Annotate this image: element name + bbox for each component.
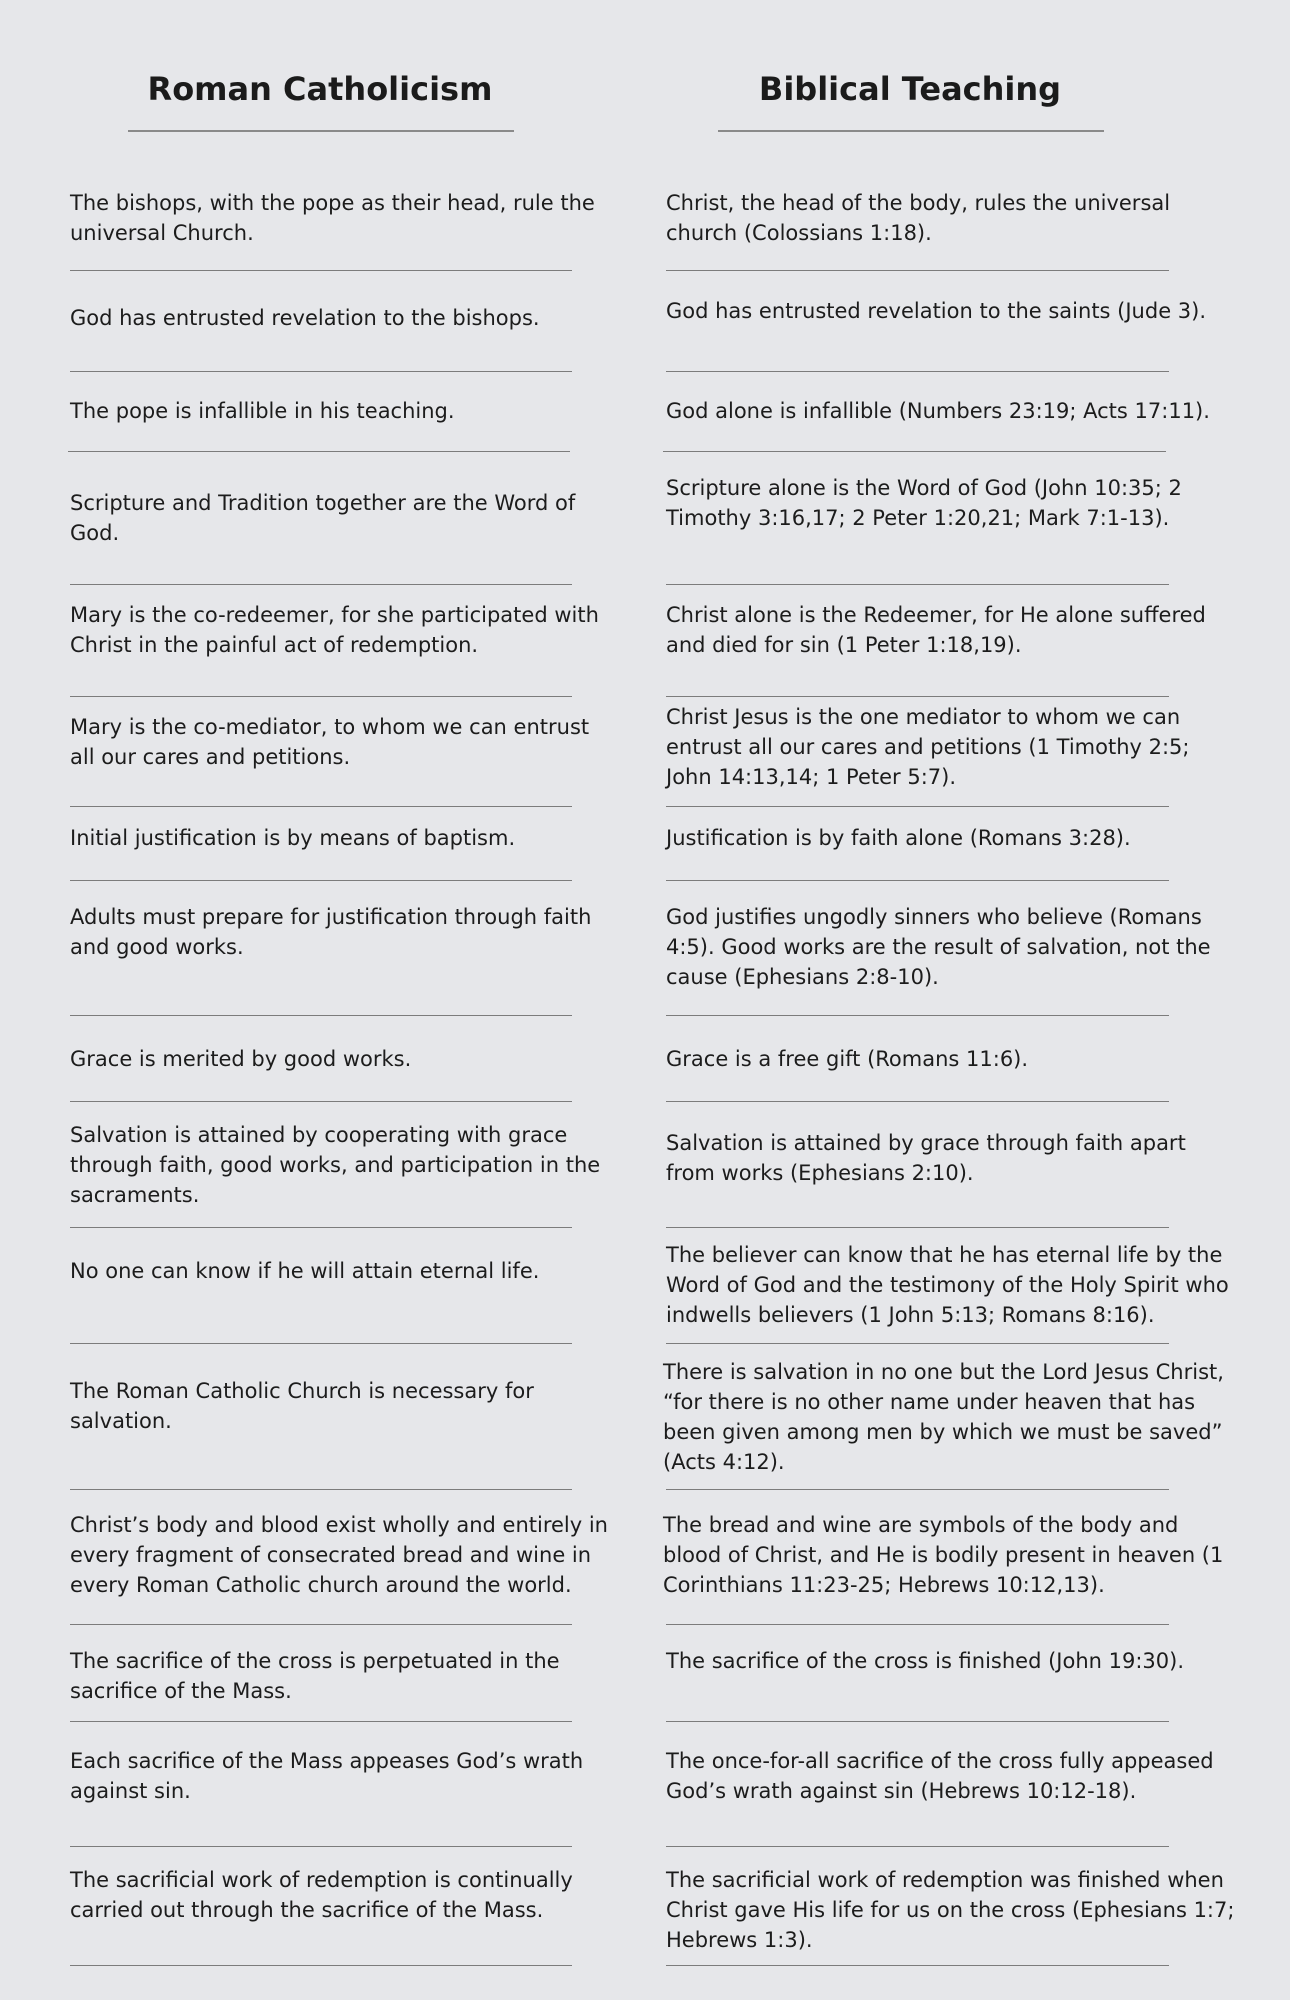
row-divider [666, 584, 1169, 585]
catholic-claim: Christ’s body and blood exist wholly and entirely in every fragment of consecrated bread and wine in every Roman Catholic church around the world. [70, 1513, 608, 1597]
row-divider [70, 696, 572, 697]
biblical-response: Grace is a free gift (Romans 11:6). [666, 1047, 1029, 1071]
biblical-response: Salvation is attained by grace through faith apart from works (Ephesians 2:10). [666, 1131, 1186, 1185]
catholic-claim: Scripture and Tradition together are the Word of God. [70, 491, 576, 545]
heading-biblical-teaching: Biblical Teaching [758, 70, 1062, 108]
catholic-claim: The bishops, with the pope as their head, rule the universal Church. [70, 191, 595, 245]
biblical-response: God alone is infallible (Numbers 23:19; Acts 17:11). [666, 399, 1210, 423]
row-divider [70, 1101, 572, 1102]
row-divider [70, 584, 572, 585]
biblical-response: God justifies ungodly sinners who believe (Romans 4:5). Good works are the result of salvation, not the cause (Ephesians 2:8-10). [666, 905, 1211, 989]
row-divider [663, 451, 1166, 452]
row-divider [70, 1965, 572, 1966]
row-divider [70, 1343, 572, 1344]
row-divider [666, 806, 1169, 807]
heading-underline-left [128, 130, 514, 132]
biblical-response: The sacrificial work of redemption was finished when Christ gave His life for us on the cross (Ephesians 1:7; Hebrews 1:3). [666, 1868, 1235, 1952]
row-divider [666, 880, 1169, 881]
biblical-response: God has entrusted revelation to the saints (Jude 3). [666, 299, 1207, 323]
catholic-claim: God has entrusted revelation to the bishops. [70, 306, 540, 330]
row-divider [666, 270, 1169, 271]
row-divider [70, 1015, 572, 1016]
row-divider [666, 1624, 1169, 1625]
row-divider [70, 270, 572, 271]
biblical-response: The sacrifice of the cross is finished (John 19:30). [666, 1649, 1185, 1673]
row-divider [666, 1015, 1169, 1016]
biblical-response: The believer can know that he has eternal life by the Word of God and the testimony of the Holy Spirit who indwells believers (1 John 5:13; Romans 8:16). [666, 1243, 1229, 1327]
biblical-response: There is salvation in no one but the Lord Jesus Christ, “for there is no other name under heaven that has been given among men by which we must be saved” (Acts 4:12). [663, 1360, 1224, 1474]
row-divider [70, 1721, 572, 1722]
row-divider [666, 1846, 1169, 1847]
row-divider [666, 1965, 1169, 1966]
catholic-claim: Initial justification is by means of baptism. [70, 826, 516, 850]
heading-roman-catholicism: Roman Catholicism [147, 70, 493, 108]
catholic-claim: The sacrifice of the cross is perpetuated in the sacrifice of the Mass. [70, 1649, 560, 1703]
catholic-claim: No one can know if he will attain eternal life. [70, 1259, 540, 1283]
row-divider [666, 1227, 1169, 1228]
row-divider [70, 371, 572, 372]
catholic-claim: The Roman Catholic Church is necessary for salvation. [70, 1379, 534, 1433]
biblical-response: Justification is by faith alone (Romans 3:28). [666, 826, 1131, 850]
biblical-response: Scripture alone is the Word of God (John 10:35; 2 Timothy 3:16,17; 2 Peter 1:20,21; Mark 7:1-13). [666, 476, 1182, 530]
catholic-claim: The pope is infallible in his teaching. [70, 399, 455, 423]
row-divider [666, 371, 1169, 372]
row-divider [666, 1101, 1169, 1102]
row-divider [70, 806, 572, 807]
biblical-response: Christ alone is the Redeemer, for He alone suffered and died for sin (1 Peter 1:18,19). [666, 603, 1206, 657]
catholic-claim: Each sacrifice of the Mass appeases God’s wrath against sin. [70, 1749, 584, 1803]
row-divider [666, 1721, 1169, 1722]
biblical-response: The bread and wine are symbols of the body and blood of Christ, and He is bodily present in heaven (1 Corinthians 11:23-25; Hebrews 10:12,13). [663, 1513, 1224, 1597]
row-divider [666, 1489, 1169, 1490]
catholic-claim: Grace is merited by good works. [70, 1047, 412, 1071]
row-divider [70, 1489, 572, 1490]
biblical-response: Christ, the head of the body, rules the universal church (Colossians 1:18). [666, 191, 1171, 245]
row-divider [70, 1227, 572, 1228]
row-divider [666, 1343, 1169, 1344]
catholic-claim: The sacrificial work of redemption is continually carried out through the sacrifice of the Mass. [70, 1868, 573, 1922]
biblical-response: The once-for-all sacrifice of the cross fully appeased God’s wrath against sin (Hebrews 10:12-18). [666, 1749, 1214, 1803]
catholic-claim: Adults must prepare for justification through faith and good works. [70, 905, 592, 959]
heading-underline-right [718, 130, 1104, 132]
catholic-claim: Mary is the co-redeemer, for she participated with Christ in the painful act of redemption. [70, 603, 599, 657]
row-divider [70, 880, 572, 881]
row-divider [70, 1624, 572, 1625]
catholic-claim: Salvation is attained by cooperating with grace through faith, good works, and participation in the sacraments. [70, 1123, 601, 1207]
row-divider [666, 696, 1169, 697]
row-divider [70, 1846, 572, 1847]
catholic-claim: Mary is the co-mediator, to whom we can entrust all our cares and petitions. [70, 715, 590, 769]
biblical-response: Christ Jesus is the one mediator to whom we can entrust all our cares and petitions (1 Timothy 2:5; John 14:13,14; 1 Peter 5:7). [666, 705, 1190, 789]
row-divider [68, 451, 570, 452]
